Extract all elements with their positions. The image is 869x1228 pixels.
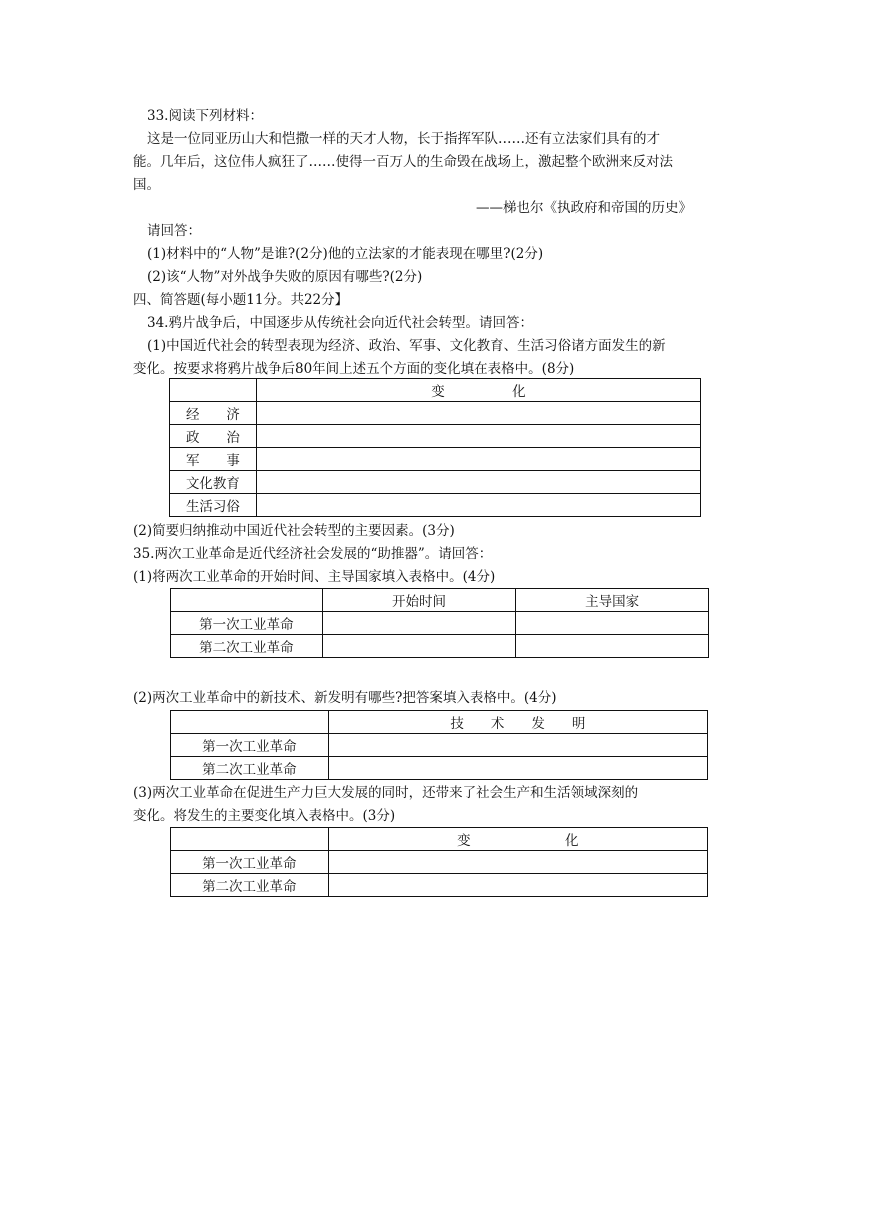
answer-cell-second-start-time[interactable]: [322, 635, 516, 658]
row-label-second-revolution: 第二次工业革命: [171, 874, 329, 897]
row-label-first-revolution: 第一次工业革命: [171, 851, 329, 874]
answer-cell-economy[interactable]: [256, 402, 700, 425]
q35-sub-question-3-line-1: (3)两次工业革命在促进生产力巨大发展的同时，还带来了社会生产和生活领域深刻的: [133, 785, 639, 801]
answer-cell-first-changes[interactable]: [328, 851, 707, 874]
q33-title: 33.阅读下列材料：: [147, 108, 263, 124]
answer-cell-first-start-time[interactable]: [322, 612, 516, 635]
q33-sub-question-1: (1)材料中的“人物”是谁?(2分)他的立法家的才能表现在哪里?(2分): [147, 246, 544, 262]
answer-cell-first-leading-country[interactable]: [516, 612, 709, 635]
q33-material-line-1: 这是一位同亚历山大和恺撒一样的天才人物，长于指挥军队……还有立法家们具有的才: [147, 131, 660, 147]
q35-table-3: [170, 827, 708, 897]
q33-material-line-2: 能。几年后，这位伟人疯狂了……使得一百万人的生命毁在战场上，激起整个欧洲来反对法: [133, 154, 673, 170]
q33-source: ——梯也尔《执政府和帝国的历史》: [476, 200, 692, 216]
q33-prompt: 请回答：: [147, 223, 201, 239]
row-label-politics: 政 治: [170, 425, 257, 448]
row-label-economy: 经 济: [170, 402, 257, 425]
row-label-first-revolution: 第一次工业革命: [171, 734, 329, 757]
table-corner-cell: [171, 589, 323, 612]
q35-sub-question-1: (1)将两次工业革命的开始时间、主导国家填入表格中。(4分): [133, 569, 496, 585]
answer-cell-second-inventions[interactable]: [328, 757, 707, 780]
row-label-second-revolution: 第二次工业革命: [171, 635, 323, 658]
answer-cell-second-changes[interactable]: [328, 874, 707, 897]
row-label-military: 军 事: [170, 448, 257, 471]
q34-title: 34.鸦片战争后，中国逐步从传统社会向近代社会转型。请回答：: [147, 315, 533, 331]
q35-table-2: [170, 710, 708, 780]
table-corner-cell: [171, 711, 329, 734]
q33-sub-question-2: (2)该“人物”对外战争失败的原因有哪些?(2分): [147, 269, 423, 285]
q34-sub-question-1-line-1: (1)中国近代社会的转型表现为经济、政治、军事、文化教育、生活习俗诸方面发生的新: [147, 338, 666, 354]
answer-cell-culture-education[interactable]: [256, 471, 700, 494]
table-header-start-time: 开始时间: [322, 589, 516, 612]
answer-cell-customs[interactable]: [256, 494, 700, 517]
table-header-change: 变 化: [256, 379, 700, 402]
answer-cell-politics[interactable]: [256, 425, 700, 448]
row-label-second-revolution: 第二次工业革命: [171, 757, 329, 780]
q33-material-line-3: 国。: [133, 177, 160, 193]
q35-table-1: [170, 588, 709, 658]
answer-cell-second-leading-country[interactable]: [516, 635, 709, 658]
q35-title: 35.两次工业革命是近代经济社会发展的“助推器”。请回答：: [133, 546, 493, 562]
table-header-change: 变 化: [328, 828, 707, 851]
q35-sub-question-3-line-2: 变化。将发生的主要变化填入表格中。(3分): [133, 808, 396, 824]
table-corner-cell: [171, 828, 329, 851]
table-header-leading-country: 主导国家: [516, 589, 709, 612]
answer-cell-first-inventions[interactable]: [328, 734, 707, 757]
row-label-culture-education: 文化教育: [170, 471, 257, 494]
answer-cell-military[interactable]: [256, 448, 700, 471]
table-corner-cell: [170, 379, 257, 402]
section-heading: 四、简答题(每小题11分。共22分】: [133, 292, 349, 308]
row-label-customs: 生活习俗: [170, 494, 257, 517]
q34-sub-question-2: (2)简要归纳推动中国近代社会转型的主要因素。(3分): [133, 523, 455, 539]
q34-sub-question-1-line-2: 变化。按要求将鸦片战争后80年间上述五个方面的变化填在表格中。(8分): [133, 361, 575, 377]
q35-sub-question-2: (2)两次工业革命中的新技术、新发明有哪些?把答案填入表格中。(4分): [133, 690, 557, 706]
row-label-first-revolution: 第一次工业革命: [171, 612, 323, 635]
table-header-technology-invention: 技 术 发 明: [328, 711, 707, 734]
q34-answer-table: [169, 378, 701, 517]
